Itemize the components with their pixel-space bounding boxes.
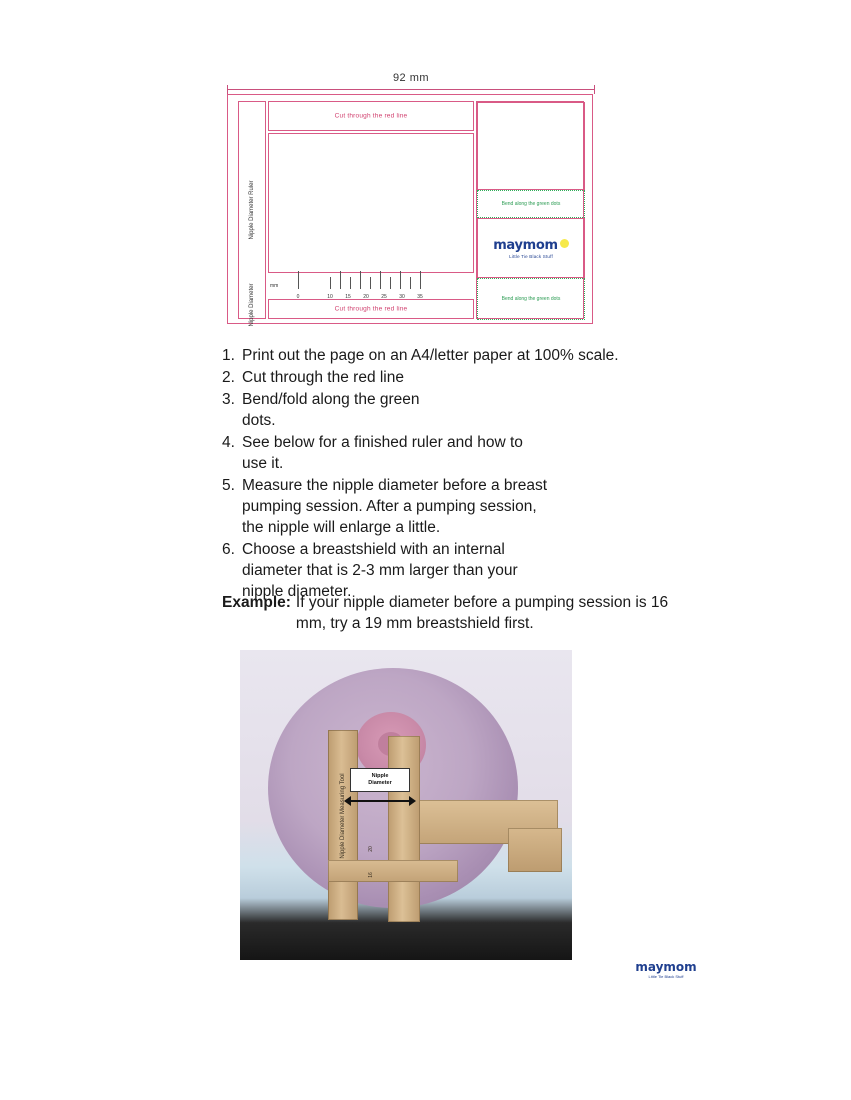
step-number: 2. — [222, 369, 235, 386]
example-text: If your nipple diameter before a pumping session is 16 mm, try a 19 mm breastshield first. — [295, 594, 669, 632]
callout-line-2: Diameter — [368, 780, 392, 786]
photo-measure-arrow — [344, 796, 416, 806]
step-text: Measure the nipple diameter before a breast pumping session. After a pumping session, the nipple will enlarge a little. — [242, 477, 548, 536]
top-cut-label: Cut through the red line — [334, 112, 408, 120]
brand-name: maymom — [493, 237, 558, 253]
small-vertical-label-area — [238, 283, 266, 327]
list-item — [222, 345, 692, 366]
template-top-cut-panel — [268, 101, 474, 131]
photo-scale-mark-20: 20 — [367, 846, 374, 852]
list-item — [222, 432, 692, 474]
fold-label-upper: Bend along the green dots — [501, 201, 561, 207]
dimension-label: 92 mm — [392, 72, 430, 84]
template-scale — [268, 275, 474, 300]
list-item — [222, 389, 692, 431]
template-right-column — [476, 101, 584, 319]
instruction-list — [222, 345, 692, 603]
step-number: 4. — [222, 434, 235, 451]
scale-tick-15: 15 — [345, 294, 351, 300]
brand-tagline: Little Tie Black Stuff — [509, 253, 553, 259]
photo-ruler-post — [388, 736, 420, 922]
scale-tick-25: 25 — [381, 294, 387, 300]
fold-panel-lower — [477, 278, 585, 320]
finished-ruler-photo — [240, 650, 697, 979]
photo-brand-name: maymom — [635, 960, 697, 974]
template-center-panel — [268, 133, 474, 273]
step-text: Bend/fold along the green dots. — [242, 391, 420, 429]
step-text: Print out the page on an A4/letter paper at 100% scale. — [242, 347, 619, 364]
photo-callout-box — [350, 768, 410, 792]
template-outline — [227, 94, 593, 327]
brand-logo — [493, 238, 569, 253]
template-bottom-cut-panel — [268, 299, 474, 319]
photo-ruler-base — [328, 860, 458, 882]
list-item — [222, 475, 692, 538]
callout-line-1: Nipple — [371, 773, 389, 779]
template-logo-panel — [477, 218, 585, 278]
step-number: 3. — [222, 391, 235, 408]
ruler-template-diagram — [222, 72, 600, 332]
scale-tick-0: 0 — [296, 294, 300, 300]
scale-tick-10: 10 — [327, 294, 333, 300]
small-vertical-label: Nipple Diameter — [249, 283, 255, 327]
dimension-bar — [227, 89, 595, 90]
example-block — [222, 592, 692, 634]
width-dimension — [227, 72, 595, 94]
scale-tick-30: 30 — [399, 294, 405, 300]
logo-dot-icon — [560, 239, 569, 248]
scale-tick-35: 35 — [417, 294, 423, 300]
photo-ruler-label: Nipple Diameter Measuring Tool — [340, 772, 346, 859]
scale-unit-label: mm — [270, 283, 279, 289]
photo-ruler-vertical — [328, 730, 358, 920]
list-item — [222, 367, 692, 388]
example-label: Example: — [222, 594, 291, 611]
photo-brand-logo — [618, 960, 714, 979]
step-number: 1. — [222, 347, 235, 364]
template-right-blank-panel — [477, 102, 585, 190]
bottom-cut-label: Cut through the red line — [334, 305, 408, 313]
left-column-label: Nipple Diameter Ruler — [249, 180, 255, 240]
step-number: 5. — [222, 477, 235, 494]
photo-ruler-side-block — [508, 828, 562, 872]
photo-brand-tagline: Little Tie Black Stuff — [648, 974, 684, 979]
step-number: 6. — [222, 541, 235, 558]
fold-panel-upper — [477, 190, 585, 218]
photo-scale-mark-16: 16 — [367, 872, 374, 878]
step-text: Cut through the red line — [242, 369, 404, 386]
step-text: See below for a finished ruler and how to use it. — [242, 434, 523, 472]
fold-label-lower: Bend along the green dots — [501, 296, 561, 302]
step-text: Choose a breastshield with an internal diameter that is 2-3 mm larger than your nipple diameter. — [242, 541, 518, 600]
scale-tick-20: 20 — [363, 294, 369, 300]
